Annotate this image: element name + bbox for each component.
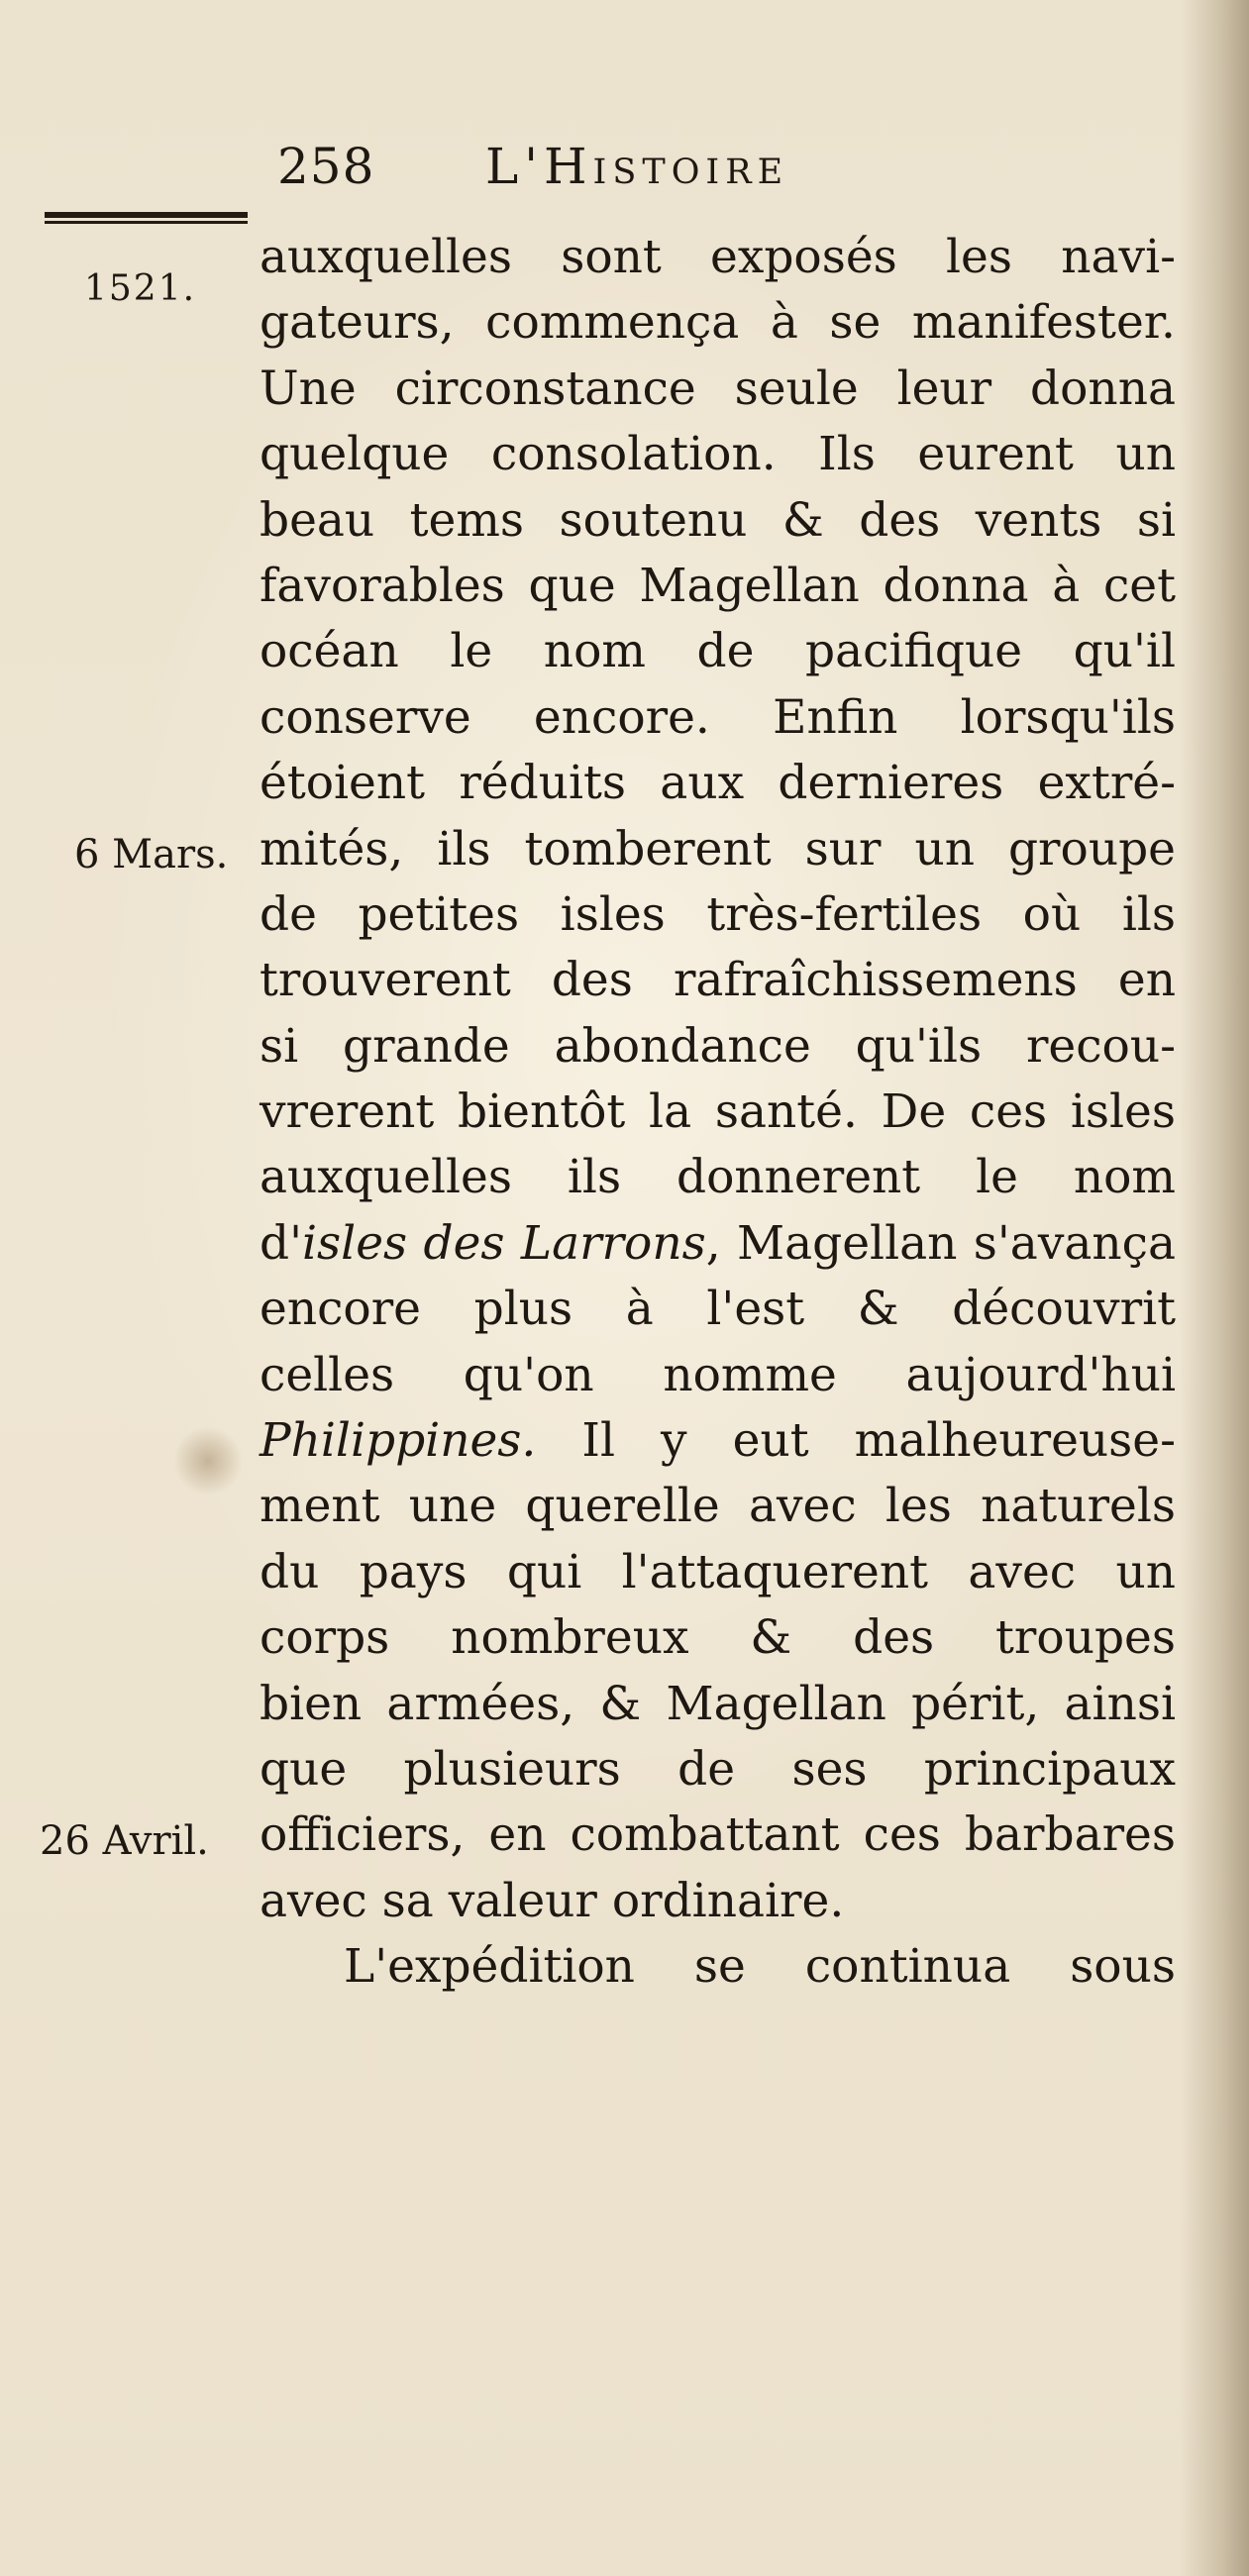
italic-place-name: isles des Larrons	[302, 1215, 706, 1271]
text-line: mités, ils tomberent sur un groupe	[260, 821, 1176, 876]
text-line: océan le nom de pacifique qu'il	[260, 624, 1176, 679]
paper-stain	[173, 1426, 243, 1495]
text-line: que plusieurs de ses principaux	[260, 1741, 1176, 1797]
page-header	[277, 137, 911, 196]
text-fragment: d'	[260, 1215, 303, 1271]
running-title: L'Histoire	[485, 138, 789, 195]
text-line: vrerent bientôt la santé. De ces isles	[260, 1084, 1176, 1140]
text-line: bien armées, & Magellan périt, ainsi	[260, 1676, 1176, 1731]
page-number: 258	[277, 138, 375, 195]
text-line: favorables que Magellan donna à cet	[260, 558, 1176, 613]
text-line: auxquelles ils donnerent le nom	[260, 1150, 1176, 1205]
margin-note-avril: 26 Avril.	[40, 1818, 209, 1864]
text-line: encore plus à l'est & découvrit	[260, 1282, 1176, 1337]
text-line: gateurs, commença à se manifester.	[260, 295, 1176, 351]
text-line: auxquelles sont exposés les navi-	[260, 230, 1176, 284]
text-line: quelque consolation. Ils eurent un	[260, 427, 1176, 482]
text-line: avec sa valeur ordinaire.	[260, 1873, 845, 1928]
text-line: corps nombreux & des troupes	[260, 1610, 1176, 1666]
text-line: conserve encore. Enfin lorsqu'ils	[260, 689, 1176, 745]
text-line: beau tems soutenu & des vents si	[260, 492, 1176, 548]
text-line	[260, 1211, 1176, 1277]
margin-rule	[45, 212, 248, 224]
text-line: de petites isles très-fertiles où ils	[260, 886, 1176, 942]
text-line: si grande abondance qu'ils recou-	[260, 1018, 1176, 1074]
page-gutter-shadow	[1180, 0, 1249, 2576]
text-fragment: , Magellan s'avança	[705, 1215, 1177, 1271]
text-line: ment une querelle avec les naturels	[260, 1479, 1176, 1534]
text-line: du pays qui l'attaquerent avec un	[260, 1544, 1176, 1599]
text-line: trouverent des rafraîchissemens en	[260, 953, 1176, 1008]
text-fragment: Il y eut malheureuse-	[536, 1413, 1176, 1469]
text-line	[260, 1408, 1176, 1474]
text-line: officiers, en combattant ces barbares	[260, 1807, 1176, 1863]
margin-note-mars: 6 Mars.	[74, 832, 229, 877]
body-text	[260, 225, 1176, 2001]
italic-place-name: Philippines.	[260, 1413, 537, 1469]
text-line: celles qu'on nomme aujourd'hui	[260, 1347, 1176, 1402]
text-line: Une circonstance seule leur donna	[260, 361, 1176, 416]
text-line: L'expédition se continua sous	[344, 1939, 1176, 1995]
text-line: étoient réduits aux dernieres extré-	[260, 756, 1176, 811]
margin-note-year: 1521.	[84, 268, 197, 309]
